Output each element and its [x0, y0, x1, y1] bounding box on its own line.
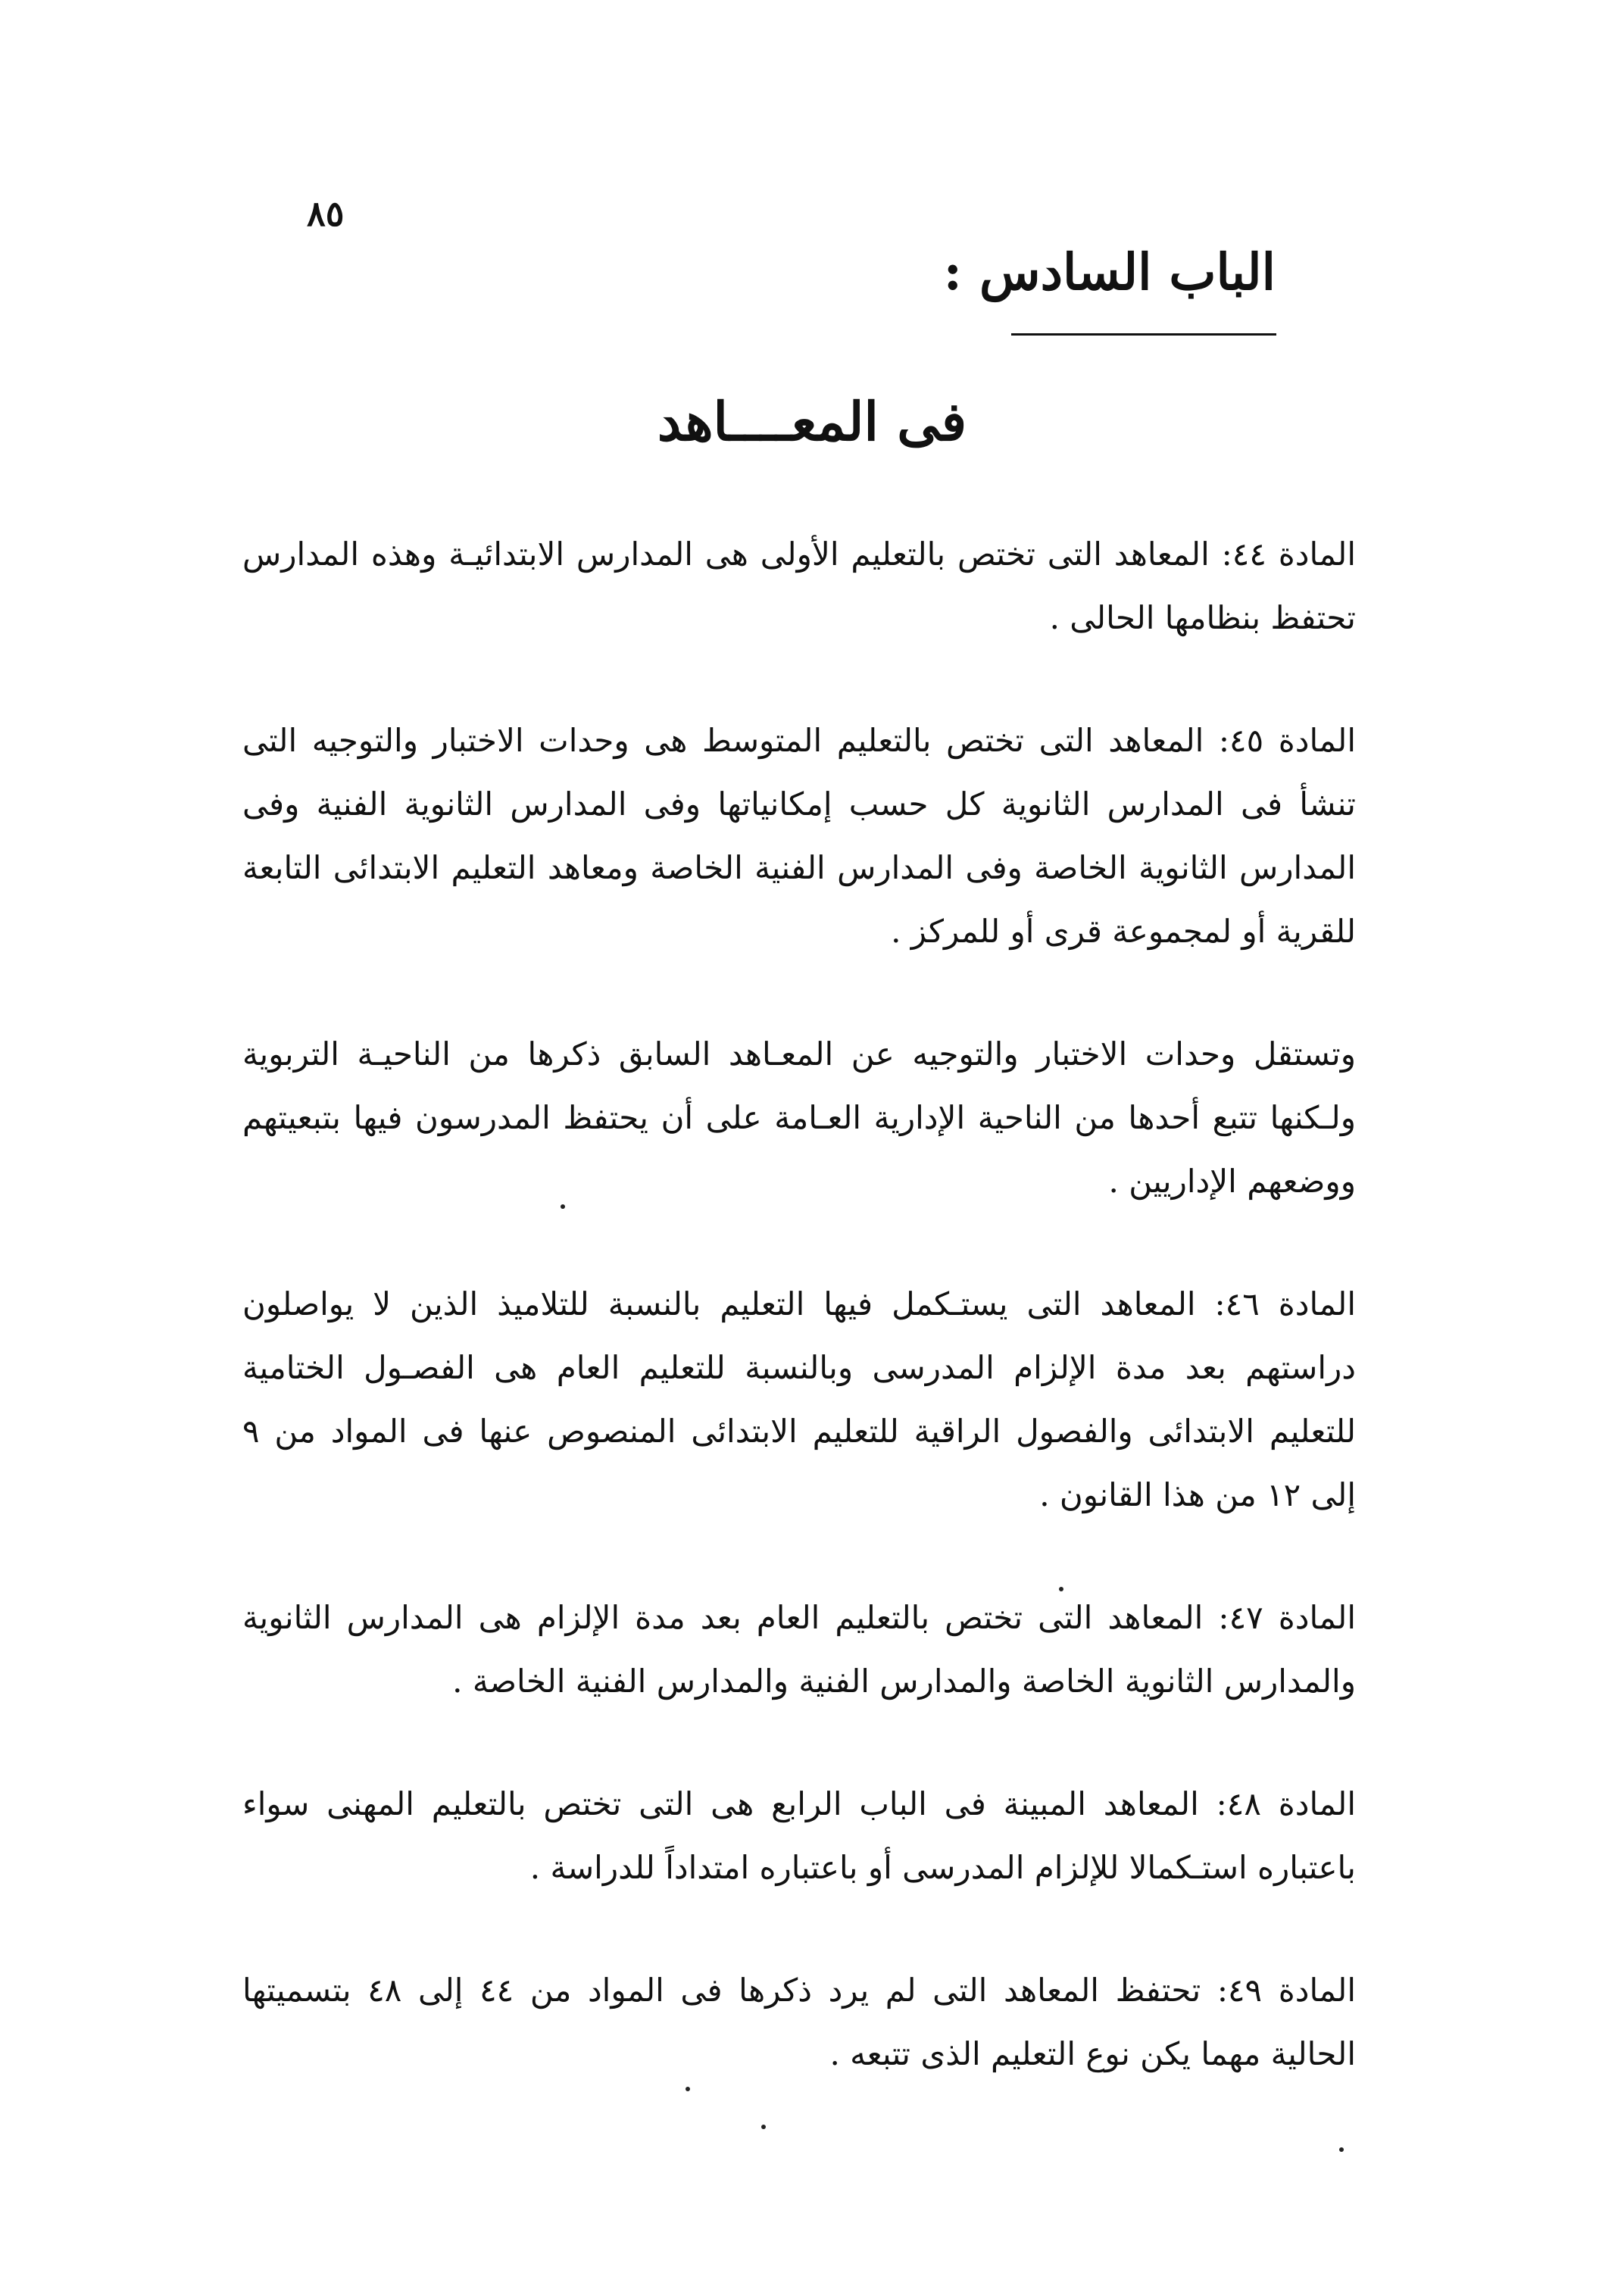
scan-speck: [761, 2125, 766, 2129]
paragraph-text: وتستقل وحدات الاختبار والتوجيه عن المعـاهد السابق ذكرها من الناحيـة التربوية ولـكنها تتبع أحدها من الناحية الإدارية العـامة على أن يحتفظ المدرسون فيها بتبعيتهم ووضعهم الإداريين .: [242, 1035, 1356, 1200]
article-text: المعاهد المبينة فى الباب الرابع هى التى تختص بالتعليم المهنى سواء باعتباره استـكمالا للإلزام المدرسى أو باعتباره امتداداً للدراسة .: [242, 1785, 1356, 1886]
article-45-continuation: [242, 1023, 1356, 1213]
scan-speck: [1059, 1587, 1063, 1591]
article-49: [242, 1959, 1356, 2086]
article-text: المعاهد التى تختص بالتعليم الأولى هى المدارس الابتدائيـة وهذه المدارس تحتفظ بنظامها الحالى .: [242, 536, 1356, 636]
document-body: [242, 523, 1356, 2145]
section-heading: فى المعــــاهد: [657, 390, 967, 453]
article-label: المادة ٤٨:: [1216, 1785, 1357, 1822]
article-label: المادة ٤٩:: [1216, 1972, 1356, 2009]
article-label: المادة ٤٦:: [1214, 1285, 1356, 1322]
article-label: المادة ٤٧:: [1218, 1599, 1357, 1636]
article-text: المعاهد التى يستـكمل فيها التعليم بالنسبة للتلاميذ الذين لا يواصلون دراستهم بعد مدة الإلزام المدرسى وبالنسبة للتعليم العام هى الفصـول الختامية للتعليم الابتدائى والفصول الراقية للتعليم الابتدائى المنصوص عنها فى المواد من ٩ إلى ١٢ من هذا القانون .: [242, 1285, 1356, 1513]
scan-speck: [686, 2087, 690, 2091]
chapter-title: الباب السادس :: [943, 242, 1276, 301]
article-label: المادة ٤٥:: [1218, 722, 1356, 759]
article-47: [242, 1586, 1356, 1713]
article-44: [242, 523, 1356, 650]
scan-speck: [1339, 2147, 1344, 2152]
scan-speck: [561, 1204, 565, 1209]
chapter-underline: [1011, 333, 1276, 336]
article-text: المعاهد التى تختص بالتعليم المتوسط هى وحدات الاختبار والتوجيه التى تنشأ فى المدارس الثانوية كل حسب إمكانياتها وفى المدارس الثانوية الفنية وفى المدارس الثانوية الخاصة وفى المدارس الفنية الخاصة ومعاهد التعليم الابتدائى التابعة للقرية أو لمجموعة قرى أو للمركز .: [242, 722, 1356, 950]
article-label: المادة ٤٤:: [1221, 536, 1356, 573]
page-number: ٨٥: [307, 193, 345, 234]
article-text: المعاهد التى تختص بالتعليم العام بعد مدة الإلزام هى المدارس الثانوية والمدارس الثانوية الخاصة والمدارس الفنية والمدارس الفنية الخاصة .: [242, 1599, 1356, 1700]
article-text: تحتفظ المعاهد التى لم يرد ذكرها فى المواد من ٤٤ إلى ٤٨ بتسميتها الحالية مهما يكن نوع التعليم الذى تتبعه .: [242, 1972, 1356, 2072]
article-48: [242, 1772, 1356, 1900]
article-45: [242, 709, 1356, 963]
article-46: [242, 1272, 1356, 1527]
